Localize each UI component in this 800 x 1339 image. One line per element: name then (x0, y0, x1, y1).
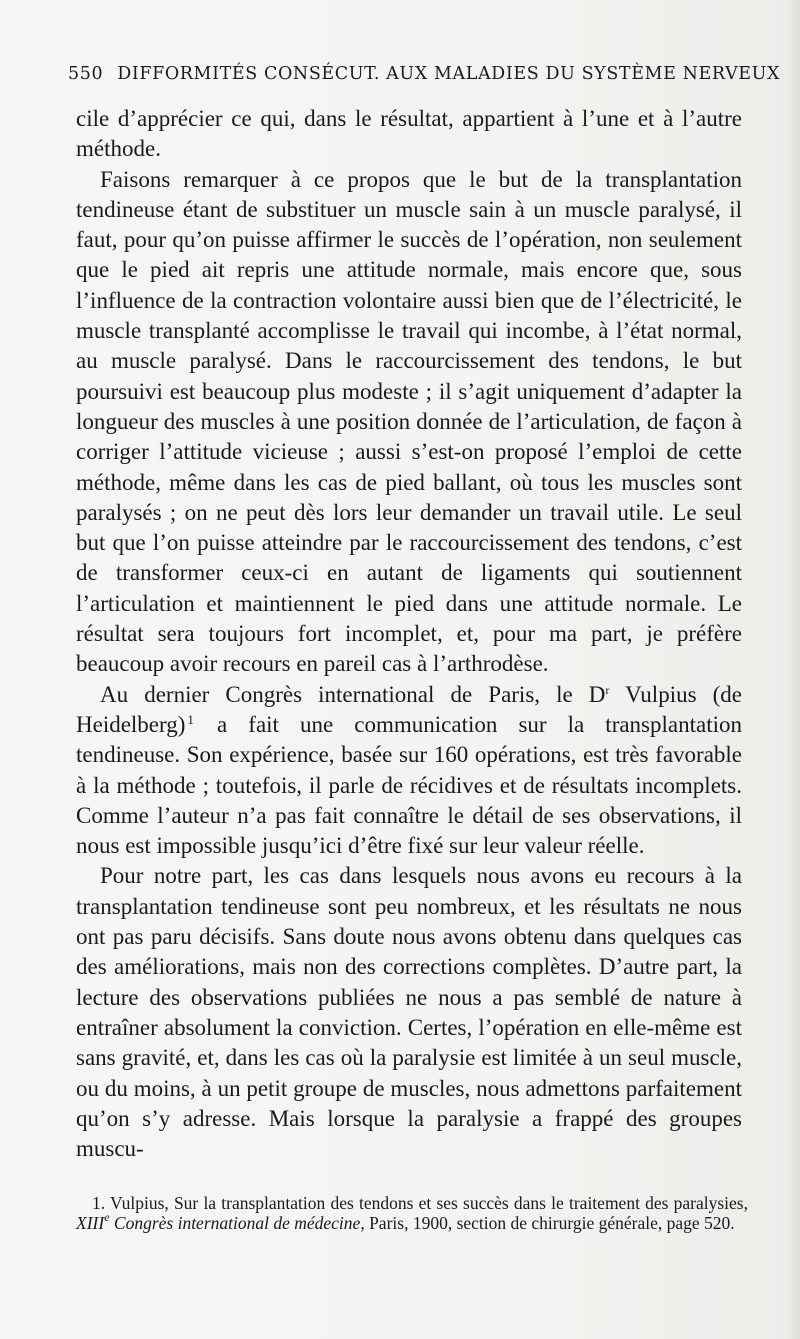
body-text (76, 104, 742, 1164)
paragraph-tendon-transplantation: Faisons remarquer à ce propos que le but de la transplantation tendineuse étant de substituer un muscle sain à un muscle paralysé, il faut, pour qu’on puisse affirmer le succès de l’opération, non seulement que le pied ait repris une attitude normale, mais encore que, sous l’influence de la contraction volontaire aussi bien que de l’électricité, le muscle transplanté accomplisse le travail qui incombe, à l’état normal, au muscle paralysé. Dans le raccourcissement des tendons, le but poursuivi est beaucoup plus modeste ; il s’agit uniquement d’adapter la longueur des muscles à une position donnée de l’articulation, de façon à corriger l’attitude vicieuse ; aussi s’est-on proposé l’emploi de cette méthode, même dans les cas de pied ballant, où tous les muscles sont paralysés ; on ne peut dès lors leur demander un travail utile. Le seul but que l’on puisse atteindre par le raccourcissement des tendons, c’est de transformer ceux-ci en autant de ligaments qui soutiennent l’articulation et maintiennent le pied dans une attitude normale. Le résultat sera toujours fort incomplet, et, pour ma part, je préfère beaucoup avoir recours en pareil cas à l’arthrodèse. (76, 166, 742, 677)
congress-text-rest: a fait une communication sur la transplantation tendineuse. Son expérience, basée sur 160 opérations, est très favorable à la méthode ; toutefois, il parle de récidives et de résultats incomplets. Comme l’auteur n’a pas fait connaître le détail de ses observations, il nous est impossible jusqu’ici d’être fixé sur leur valeur réelle. (76, 711, 742, 859)
congress-title-text: Congrès international de médecine (109, 1213, 361, 1233)
congress-roman-numeral: XIII (76, 1213, 105, 1233)
footnote-reference: 1 (187, 711, 194, 727)
paragraph-our-experience: Pour notre part, les cas dans lesquels nous avons eu recours à la transplantation tendineuse sont peu nombreux, et les résultats ne nous ont pas paru décisifs. Sans doute nous avons obtenu dans quelques cas des améliorations, mais non des corrections complètes. D’autre part, la lecture des observations publiées ne nous a pas semblé de nature à entraîner absolument la conviction. Certes, l’opération en elle-même est sans gravité, et, dans les cas où la paralysie est limitée à un seul muscle, ou du moins, à un petit groupe de muscles, nous admettons parfaitement qu’on s’y adresse. Mais lorsque la paralysie a frappé des groupes muscu- (76, 863, 742, 1162)
footnote-text (76, 1193, 748, 1233)
congress-title (76, 1210, 361, 1233)
paragraph-continuation: cile d’apprécier ce qui, dans le résultat, appartient à l’une et à l’autre méthode. (76, 106, 742, 162)
paragraph-vulpius-congress (76, 680, 742, 862)
running-title: DIFFORMITÉS CONSÉCUT. AUX MALADIES DU SYSTÈME NERVEUX (117, 64, 781, 84)
congress-text-before: Au dernier Congrès international de Paris, le D (100, 681, 606, 707)
footnote-text-after: , Paris, 1900, section de chirurgie générale, page 520. (360, 1213, 735, 1233)
footnote-text-before: Vulpius, Sur la transplantation des tendons et ses succès dans le traitement des paralysies, (105, 1193, 748, 1213)
doctor-title-superscript: r (605, 682, 610, 697)
page-header (68, 64, 781, 84)
congress-text-name: Vulpius (de Heidelberg) (76, 681, 742, 737)
congress-superscript: e (104, 1210, 110, 1224)
footnote (76, 1193, 748, 1233)
page-number: 550 (68, 64, 104, 84)
footnote-number: 1. (92, 1193, 106, 1213)
